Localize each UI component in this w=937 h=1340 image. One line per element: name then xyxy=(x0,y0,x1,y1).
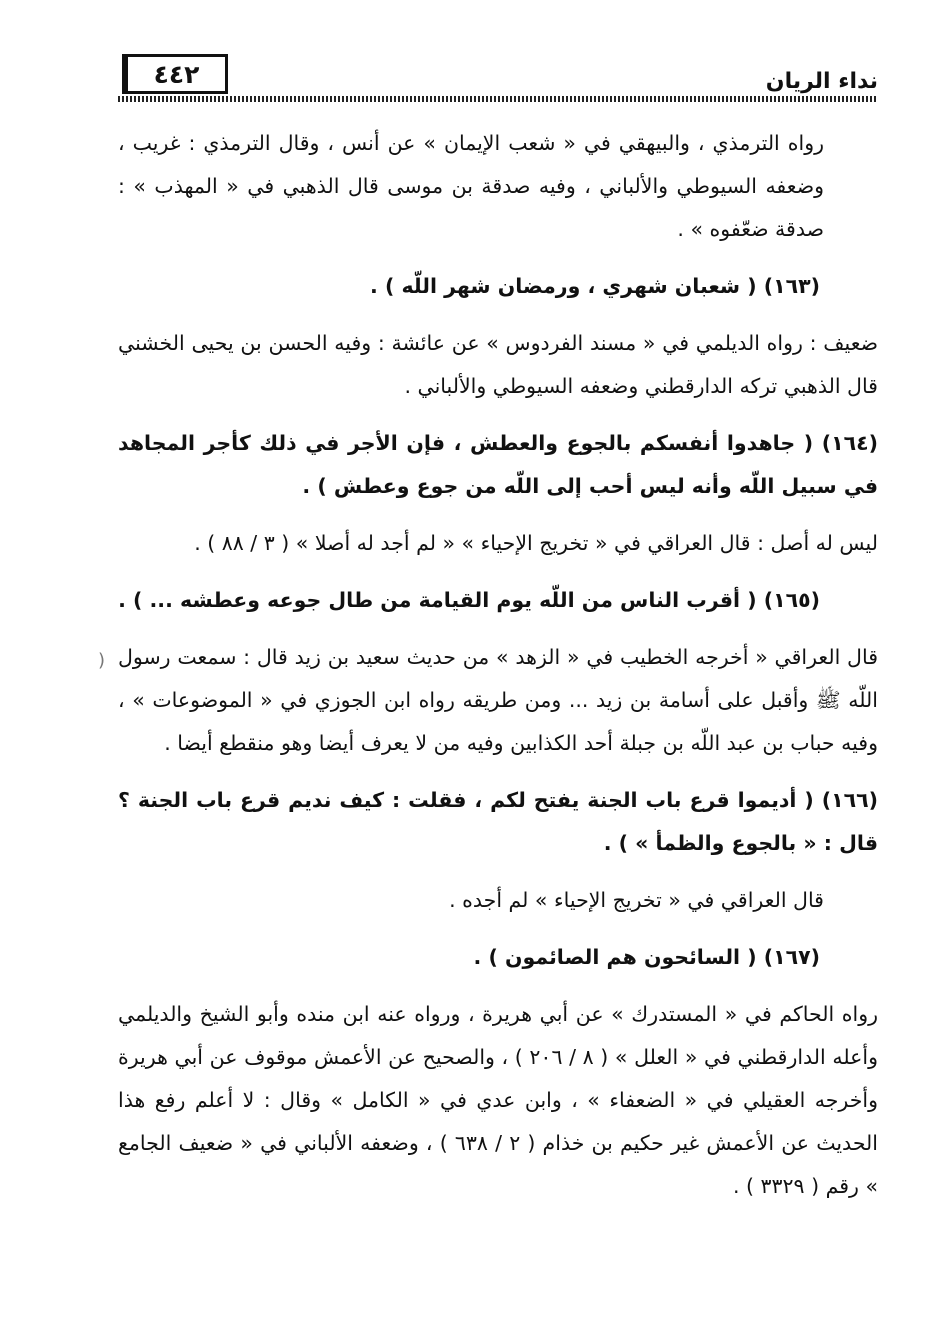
commentary-paragraph: رواه الحاكم في « المستدرك » عن أبي هريرة ، ورواه عنه ابن منده وأبو الشيخ والديلمي وأعله الدارقطني في « العلل » ( ٨ / ٢٠٦ ) ، والصحيح عن الأعمش موقوف عن أبي هريرة وأخرجه العقيلي في « الضعفاء » ، وابن عدي في « الكامل » وقال : لا أعلم رفع هذا الحديث عن الأعمش غير حكيم بن خذام ( ٢ / ٦٣٨ ) ، وضعفه الألباني في « ضعيف الجامع » رقم ( ٣٣٢٩ ) . xyxy=(118,1002,878,1198)
scan-margin-mark: ( xyxy=(98,650,106,671)
page-header xyxy=(118,40,878,102)
header-divider xyxy=(118,96,878,102)
hadith-165: (١٦٥) ( أقرب الناس من اللّه يوم القيامة من طال جوعه وعطشه ... ) . xyxy=(118,588,820,612)
hadith-166: (١٦٦) ( أديموا قرع باب الجنة يفتح لكم ، فقلت : كيف نديم قرع باب الجنة ؟ قال : « بالجوع والظمأ » ) . xyxy=(118,788,878,855)
hadith-164: (١٦٤) ( جاهدوا أنفسكم بالجوع والعطش ، فإن الأجر في ذلك كأجر المجاهد في سبيل اللّه وأنه ليس أحب إلى اللّه من جوع وعطش ) . xyxy=(118,431,878,498)
commentary-paragraph: قال العراقي « أخرجه الخطيب في « الزهد » من حديث سعيد بن زيد قال : سمعت رسول اللّه ﷺ وأقبل على أسامة بن زيد ... ومن طريقه رواه ابن الجوزي في « الموضوعات » ، وفيه حباب بن عبد اللّه بن جبلة أحد الكذابين وفيه من لا يعرف أيضا وهو منقطع أيضا . xyxy=(118,645,878,755)
commentary-paragraph: رواه الترمذي ، والبيهقي في « شعب الإيمان » عن أنس ، وقال الترمذي : غريب ، وضعفه السيوطي والألباني ، وفيه صدقة بن موسى قال الذهبي في « المهذب » : صدقة ضعّفوه » . xyxy=(118,131,824,241)
book-page xyxy=(118,40,878,1310)
commentary-paragraph: ضعيف : رواه الديلمي في « مسند الفردوس » عن عائشة : وفيه الحسن بن يحيى الخشني قال الذهبي تركه الدارقطني وضعفه السيوطي والألباني . xyxy=(118,331,878,398)
hadith-163: (١٦٣) ( شعبان شهري ، ورمضان شهر اللّه ) . xyxy=(370,274,820,298)
commentary-paragraph: قال العراقي في « تخريج الإحياء » لم أجده . xyxy=(449,888,824,912)
commentary-paragraph: ليس له أصل : قال العراقي في « تخريج الإحياء » « لم أجد له أصلا » ( ٣ / ٨٨ ) . xyxy=(194,531,878,555)
page-content xyxy=(118,122,878,1222)
page-number: ٤٤٢ xyxy=(122,54,228,94)
running-title: نداء الريان xyxy=(765,69,878,94)
hadith-167: (١٦٧) ( السائحون هم الصائمون ) . xyxy=(473,945,820,969)
